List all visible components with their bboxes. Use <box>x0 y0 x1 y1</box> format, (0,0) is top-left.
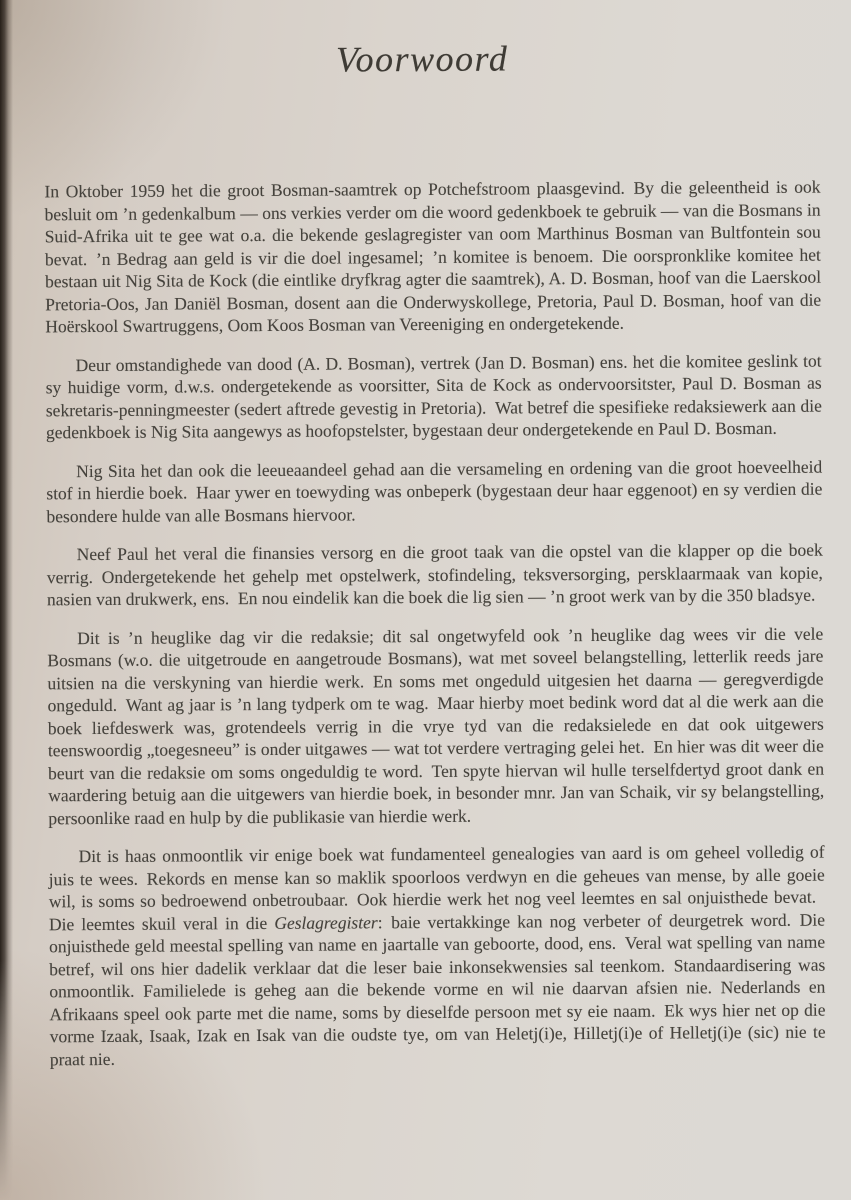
page-title <box>0 35 848 82</box>
page-title-text: Voorwoord <box>335 38 509 80</box>
foreword-body <box>44 176 825 1071</box>
paragraph-6 <box>48 841 825 1071</box>
paragraph-6-segment: : baie vertakkinge kan nog verbeter of deurgetrek word. Die onjuisthede geld meestal spelling van name en jaartalle van geboorte, dood, ens. Veral wat spelling van name betref, wil ons hier dadelik verklaar dat die leser baie inkonsekwensies sal teenkom. Standaardisering was onmoontlik. Familielede is geheg aan die bekende vorme en wil nie daarvan afsien nie. Nederlands en Afrikaans speel ook parte met die name, soms by dieselfde persoon met sy eie naam. Ek wys hier net op die vorme Izaak, Isaak, Izak en Isak van die oudste tye, om van Heletj(i)e, Hilletj(i)e of Helletj(i)e (sic) nie te praat nie. <box>49 909 826 1069</box>
paragraph-1: In Oktober 1959 het die groot Bosman-saamtrek op Potchefstroom plaasgevind. By die geleentheid is ook besluit om ’n gedenkalbum — ons verkies verder om die woord gedenkboek te gebruik — van die Bosmans in Suid-Afrika uit te gee wat o.a. die bekende geslagregister van oom Marthinus Bosman van Bultfontein sou bevat. ’n Bedrag aan geld is vir die doel ingesamel; ’n komitee is benoem. Die oorspronklike komitee het bestaan uit Nig Sita de Kock (die eintlike dryfkrag agter die saamtrek), A. D. Bosman, hoof van die Laerskool Pretoria-Oos, Jan Daniël Bosman, dosent aan die Onderwyskollege, Pretoria, Paul D. Bosman, hoof van die Hoërskool Swartruggens, Oom Koos Bosman van Vereeniging en ondergetekende. <box>44 176 822 337</box>
paragraph-2: Deur omstandighede van dood (A. D. Bosman), vertrek (Jan D. Bosman) ens. het die komitee geslink tot sy huidige vorm, d.w.s. ondergetekende as voorsitter, Sita de Kock as ondervoorsitster, Paul D. Bosman as sekretaris-penningmeester (sedert aftrede gevestig in Pretoria). Wat betref die spesifieke redaksiewerk aan die gedenkboek is Nig Sita aangewys as hoofopstelster, bygestaan deur ondergetekende en Paul D. Bosman. <box>45 350 822 443</box>
paragraph-4: Neef Paul het veral die finansies versorg en die groot taak van die opstel van die klapper op die boek verrig. Ondergetekende het gehelp met opstelwerk, stofindeling, teksversorging, persklaarmaak van kopie, nasien van drukwerk, ens. En nou eindelik kan die boek die lig sien — ’n groot werk van by die 350 bladsye. <box>46 539 823 610</box>
paragraph-3: Nig Sita het dan ook die leeueaandeel gehad aan die versameling en ordening van die groot hoeveelheid stof in hierdie boek. Haar ywer en toewyding was onbeperk (bygestaan deur haar eggenoot) en sy verdien die besondere hulde van alle Bosmans hiervoor. <box>46 456 823 526</box>
paragraph-6-segment: Dit is haas onmoontlik vir enige boek wat fundamenteel genealogies van aard is om geheel volledig of juis te wees. Rekords en mense kan so maklik spoorloos verdwyn en die geheues van mense, by alle goeie wil, is soms so bedroewend onbetroubaar. Ook hierdie werk het nog veel leemtes en sal onjuisthede bevat. Die leemtes skuil veral in die <box>48 841 825 934</box>
paragraph-5: Dit is ’n heuglike dag vir die redaksie; dit sal ongetwyfeld ook ’n heuglike dag wees vir die vele Bosmans (w.o. die uitgetroude en aangetroude Bosmans), wat met soveel belangstelling, letterlik reeds jare uitsien na die verskyning van hierdie werk. En soms met ongeduld uitgesien het daarna — geregverdigde ongeduld. Want ag jaar is ’n lang tydperk om te wag. Maar hierby moet bedink word dat al die werk aan die boek liefdeswerk was, grotendeels verrig in die vrye tyd van die redaksielede en dat ook uitgewers teenswoordig „toegesneeu” is onder uitgawes — wat tot verdere vertraging gelei het. En hier was dit weer die beurt van die redaksie om soms ongeduldig te word. Ten spyte hiervan wil hulle terselfdertyd groot dank en waardering betuig aan die uitgewers van hierdie boek, in besonder mnr. Jan van Schaik, vir sy belangstelling, persoonlike raad en hulp by die publikasie van hierdie werk. <box>47 623 825 828</box>
italic-term-geslagregister: Geslagregister <box>274 911 378 933</box>
